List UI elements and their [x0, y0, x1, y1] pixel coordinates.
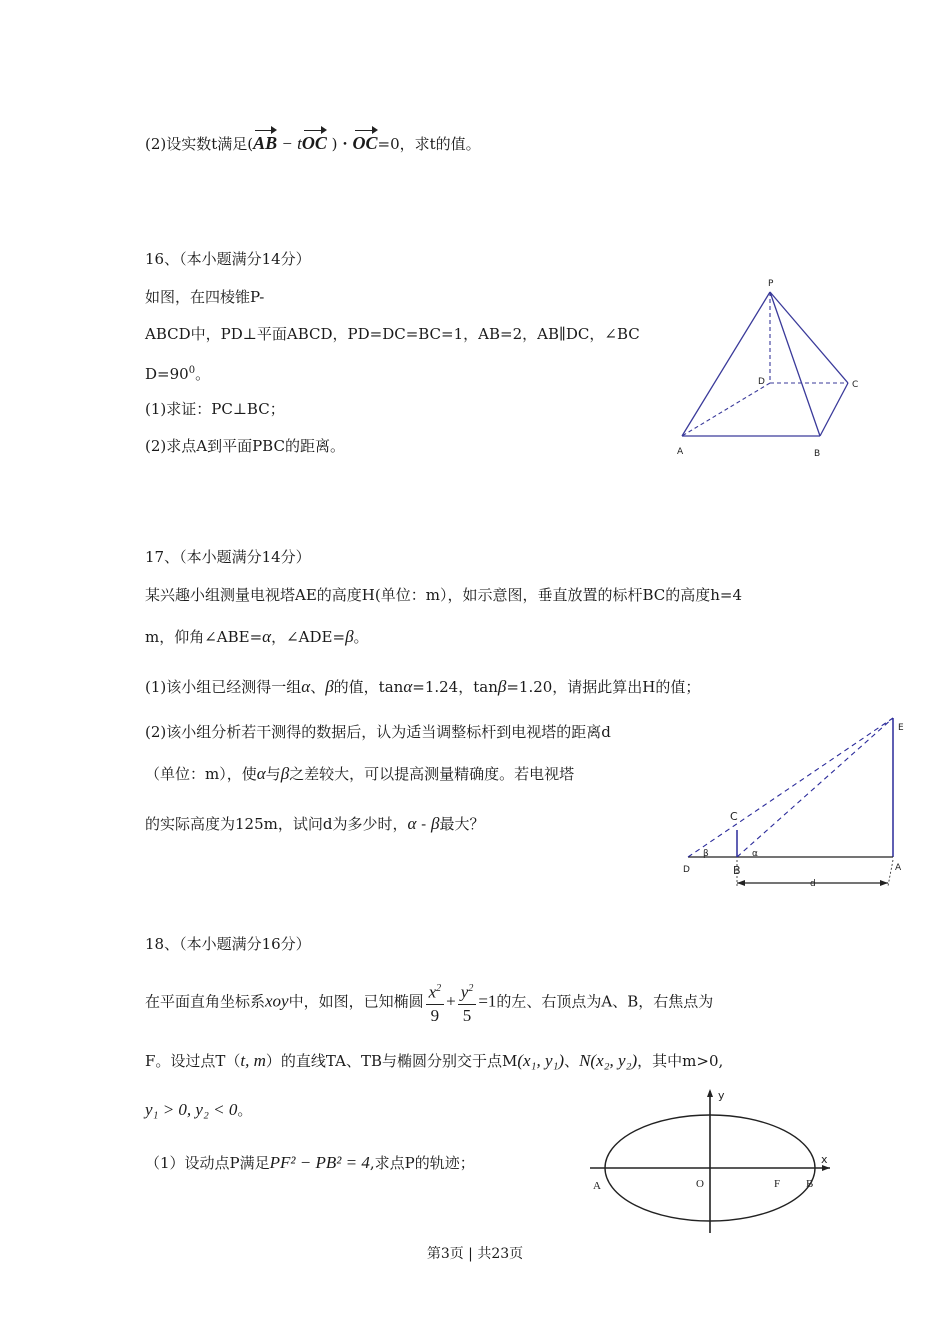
q18-part1-a: （1）设动点P满足 — [145, 1154, 270, 1172]
q17-part2-line3 — [145, 814, 485, 834]
q18-line3 — [145, 1100, 252, 1120]
label-beta: β — [703, 849, 709, 859]
label-a2: A — [895, 863, 902, 873]
q17-line1: 某兴趣小组测量电视塔AE的高度H(单位：m），如示意图，垂直放置的标杆BC的高度h=4 — [145, 586, 742, 604]
q16-line1: 如图，在四棱锥P- — [145, 288, 265, 306]
q17-header: 17、（本小题满分14分） — [145, 548, 311, 566]
q17-part2-line3-c: 最大？ — [439, 815, 485, 833]
q16-degree: 0 — [188, 365, 196, 376]
label-c2: C — [730, 810, 738, 823]
q17-part1-d: =1.24，tan — [412, 678, 498, 696]
label-c: C — [852, 380, 859, 390]
q18-line1-c: 的左、右顶点为A、B，右焦点为 — [496, 992, 714, 1011]
q17-line2-b: ，∠ADE= — [271, 628, 346, 646]
label-b3: B — [806, 1178, 814, 1190]
q18-line2 — [145, 1051, 723, 1071]
label-a3: A — [593, 1180, 601, 1192]
q18-part1-b: ,求点P的轨迹； — [369, 1154, 475, 1172]
ellipse-figure — [585, 1085, 840, 1235]
q17-part2-line3-a: 的实际高度为125m，试问d为多少时， — [145, 815, 408, 833]
q18-line2-b: ）的直线TA、TB与椭圆分别交于点M — [265, 1052, 518, 1070]
frac2-exp: 2 — [468, 983, 474, 994]
m-coords: (x₁, y₁) — [517, 1051, 565, 1070]
q17-part1-c: 的值，tan — [333, 678, 404, 696]
q15-text-b: =0，求t的值。 — [377, 135, 481, 153]
alpha-symbol: α — [262, 627, 272, 646]
pf-expression: PF² − PB² = 4 — [269, 1153, 370, 1172]
frac1-den: 9 — [430, 1005, 440, 1025]
label-y: y — [718, 1089, 725, 1102]
tm-symbol: t, m — [240, 1051, 266, 1070]
tower-figure — [678, 710, 913, 895]
q18-header: 18、（本小题满分16分） — [145, 935, 311, 953]
q18-line2-c: 、 — [564, 1052, 580, 1070]
q17-line2-c: 。 — [353, 628, 369, 646]
fraction-y2-5 — [458, 978, 477, 1027]
label-d: D — [758, 377, 765, 387]
label-x: x — [821, 1153, 828, 1166]
q18-part1 — [145, 1153, 475, 1173]
label-o: O — [696, 1178, 704, 1190]
q17-line2 — [145, 627, 369, 647]
q16-line3 — [145, 361, 210, 384]
alpha-symbol: α — [256, 764, 266, 783]
pyramid-figure — [668, 276, 868, 466]
q18-line2-d: ，其中m>0, — [637, 1052, 724, 1070]
q16-line3-a: D=90 — [145, 365, 189, 383]
q17-part1-b: 、 — [310, 678, 326, 696]
q17-line2-a: m，仰角∠ABE= — [145, 628, 263, 646]
label-b: B — [814, 449, 821, 459]
frac1-num: x — [428, 982, 437, 1002]
q18-line1: 在平面直角坐标系xoy中，如图，已知椭圆 $\frac{x^2}{9}$ + $\frac{y^2}{5}$ =1的左、右顶点为A、B，右焦点为 — [145, 978, 713, 1027]
q16-line2: ABCD中，PD⊥平面ABCD，PD=DC=BC=1，AB=2，AB∥DC，∠BC — [145, 325, 640, 343]
alpha-symbol: α — [407, 814, 417, 833]
eq-one: =1 — [478, 991, 497, 1011]
q16-part1: (1)求证：PC⊥BC； — [145, 400, 285, 418]
q17-part2-line2-b: 与 — [265, 765, 281, 783]
beta-symbol: β — [325, 677, 334, 696]
label-a: A — [677, 447, 684, 457]
beta-symbol: β — [497, 677, 507, 696]
label-alpha: α — [752, 849, 758, 859]
beta-symbol: β — [280, 764, 290, 783]
n-coords: N(x₂, y₂) — [579, 1051, 638, 1070]
q15-text-a: (2)设实数t满足( — [145, 135, 254, 153]
vector-oc: OC — [301, 133, 327, 153]
frac1-exp: 2 — [436, 983, 442, 994]
fraction-x2-9 — [426, 978, 445, 1027]
q17-part2-line2 — [145, 764, 574, 784]
q18-line3-b: 。 — [237, 1101, 253, 1119]
q18-line1-a: 在平面直角坐标系 — [145, 992, 266, 1011]
q16-part2: (2)求点A到平面PBC的距离。 — [145, 437, 345, 455]
q17-part2-line1: (2)该小组分析若干测得的数据后，认为适当调整标杆到电视塔的距离d — [145, 723, 611, 741]
q18-line2-a: F。设过点T（ — [145, 1052, 241, 1070]
q17-part1-a: (1)该小组已经测得一组 — [145, 678, 302, 696]
frac2-num: y — [460, 982, 469, 1002]
q15-minus-t: − t — [277, 134, 302, 153]
q15-part2 — [145, 133, 481, 154]
label-d2: D — [683, 865, 690, 875]
q17-part1-e: =1.20，请据此算出H的值； — [506, 678, 701, 696]
q17-part2-line2-c: 之差较大，可以提高测量精确度。若电视塔 — [289, 765, 575, 783]
q17-part1 — [145, 677, 700, 697]
alpha-symbol: α — [403, 677, 413, 696]
page-footer: 第3页 | 共23页 — [426, 1246, 524, 1262]
label-f: F — [774, 1178, 781, 1190]
label-b2: B — [733, 864, 741, 877]
xoy-symbol: xoy — [265, 991, 289, 1011]
q15-dot: )・ — [326, 135, 353, 153]
q16-header: 16、（本小题满分14分） — [145, 250, 311, 268]
q17-minus: - — [416, 815, 432, 833]
frac2-den: 5 — [462, 1005, 472, 1025]
label-p: P — [768, 279, 774, 289]
vector-ab: AB — [253, 133, 278, 153]
q16-line3-b: 。 — [195, 365, 211, 383]
label-e: E — [898, 723, 904, 733]
q18-line1-b: 中，如图，已知椭圆 — [288, 992, 424, 1011]
beta-symbol: β — [431, 814, 440, 833]
vector-oc-2: OC — [352, 133, 378, 153]
y-inequalities: y₁ > 0, y₂ < 0 — [145, 1100, 238, 1119]
beta-symbol: β — [345, 627, 354, 646]
alpha-symbol: α — [301, 677, 311, 696]
label-d-dist: d — [810, 879, 816, 889]
q17-part2-line2-a: （单位：m），使 — [145, 765, 257, 783]
